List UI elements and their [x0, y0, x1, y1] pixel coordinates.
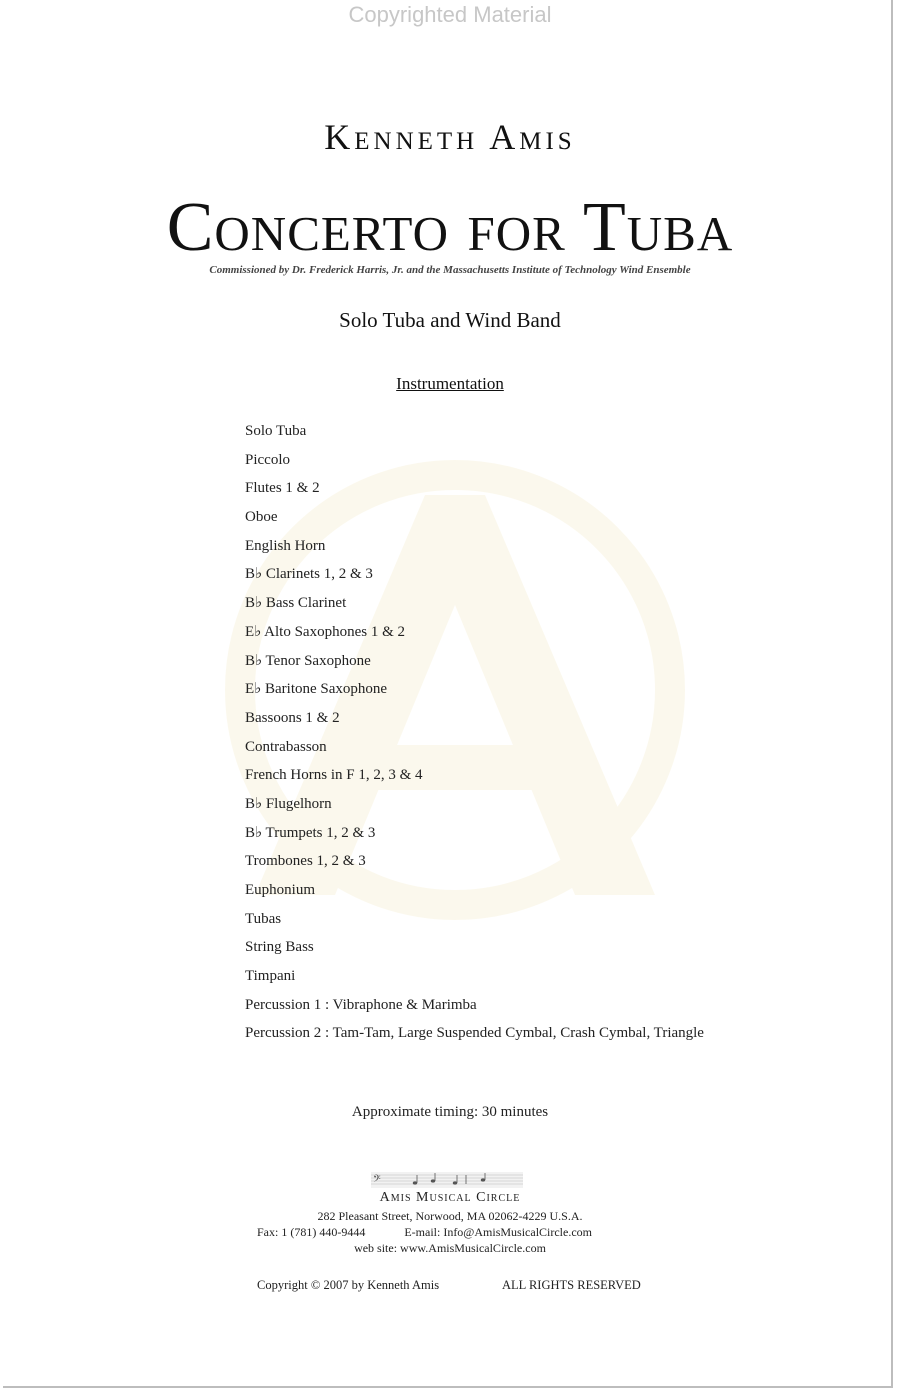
instrument-item: Euphonium [245, 882, 315, 898]
instrumentation-list [245, 420, 704, 1051]
fax-number: Fax: 1 (781) 440-9444 [257, 1225, 366, 1239]
copyright-watermark: Copyrighted Material [348, 2, 552, 27]
instrument-item: Percussion 2 : Tam-Tam, Large Suspended Cymbal, Crash Cymbal, Triangle [245, 1025, 704, 1042]
rights-reserved: ALL RIGHTS RESERVED [502, 1278, 641, 1292]
instrument-item: Bassoons 1 & 2 [245, 709, 340, 726]
instrument-item: B♭ Flugelhorn [245, 795, 332, 812]
publisher-address: 282 Pleasant Street, Norwood, MA 02062-4229 U.S.A. [317, 1209, 583, 1223]
instrument-item: E♭ Baritone Saxophone [245, 681, 388, 698]
work-title: Concerto for Tuba [166, 189, 734, 266]
instrument-item: B♭ Trumpets 1, 2 & 3 [245, 824, 376, 841]
approximate-timing: Approximate timing: 30 minutes [351, 1104, 549, 1120]
svg-text:𝄢: 𝄢 [373, 1173, 381, 1187]
instrument-item: E♭ Alto Saxophones 1 & 2 [245, 623, 405, 640]
instrument-item: B♭ Clarinets 1, 2 & 3 [245, 566, 373, 583]
instrument-item: B♭ Bass Clarinet [245, 595, 347, 612]
instrument-item: Piccolo [245, 451, 290, 468]
instrument-item: B♭ Tenor Saxophone [245, 652, 371, 669]
commission-note: Commissioned by Dr. Frederick Harris, Jr. and the Massachusetts Institute of Technology Wind Ensemble [209, 264, 691, 276]
copyright-notice: Copyright © 2007 by Kenneth Amis [257, 1278, 440, 1292]
instrumentation-heading: Instrumentation [396, 374, 504, 393]
instrument-item: Oboe [245, 509, 278, 526]
instrument-item: String Bass [245, 939, 314, 956]
instrument-item: Tubas [245, 910, 282, 927]
instrument-item: Timpani [245, 968, 296, 985]
publisher-website: web site: www.AmisMusicalCircle.com [354, 1241, 546, 1255]
instrument-item: French Horns in F 1, 2, 3 & 4 [245, 767, 423, 784]
instrument-item: Solo Tuba [245, 423, 307, 439]
scoring-subtitle: Solo Tuba and Wind Band [339, 308, 561, 332]
instrument-item: Contrabasson [245, 738, 327, 755]
music-staff-logo-icon [371, 1172, 523, 1188]
email-address: E-mail: Info@AmisMusicalCircle.com [404, 1225, 593, 1239]
instrument-item: Percussion 1 : Vibraphone & Marimba [245, 996, 477, 1013]
publisher-name: Amis Musical Circle [379, 1190, 521, 1205]
instrument-item: English Horn [245, 537, 326, 554]
instrument-item: Trombones 1, 2 & 3 [245, 853, 366, 870]
publisher-contact [257, 1225, 592, 1240]
instrument-item: Flutes 1 & 2 [245, 480, 320, 497]
composer-name: Kenneth Amis [324, 117, 576, 157]
